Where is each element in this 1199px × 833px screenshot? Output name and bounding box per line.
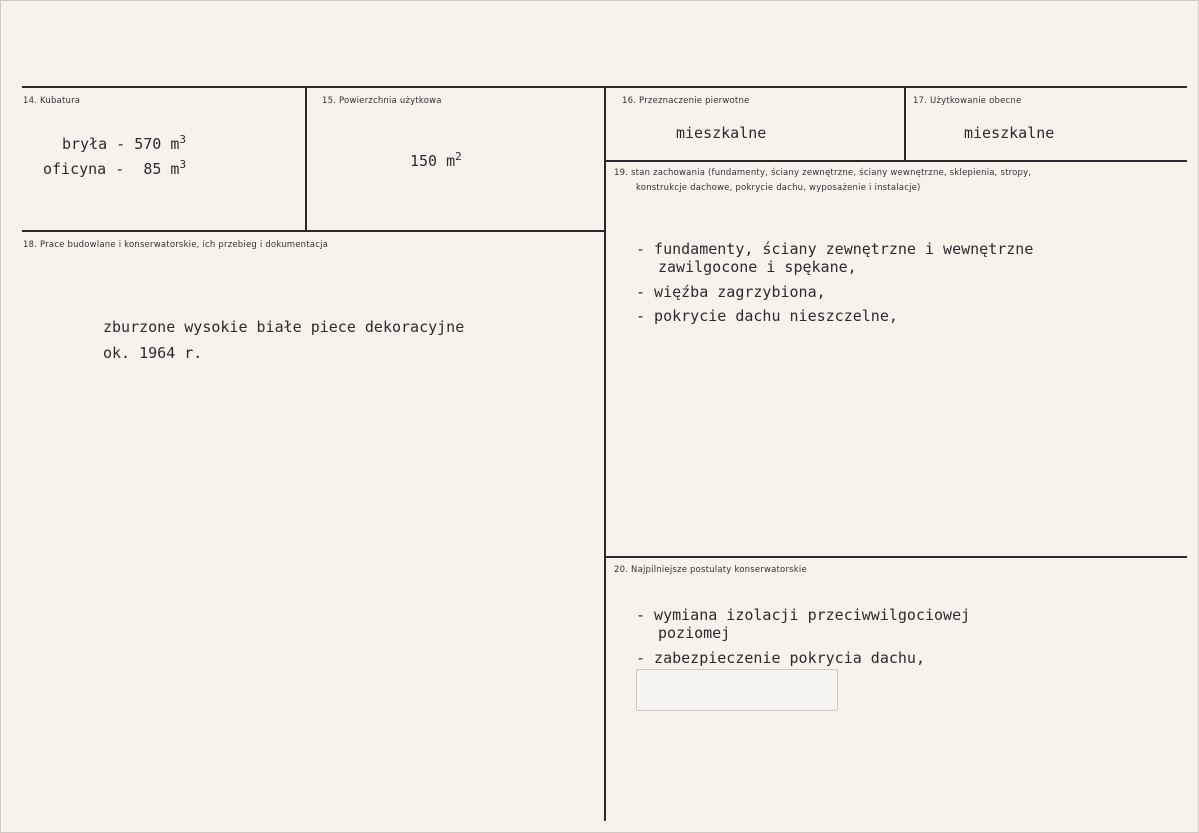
field-14-line2-sup: 3: [179, 158, 187, 171]
field-16-label: 16. Przeznaczenie pierwotne: [622, 96, 750, 106]
rule-above-20: [604, 556, 1187, 558]
field-14-line2-label: oficyna -: [43, 160, 125, 178]
blank-stamp-box: [636, 669, 838, 711]
field-20-item2: - zabezpieczenie pokrycia dachu,: [636, 649, 925, 667]
field-19-item1-line2: zawilgocone i spękane,: [658, 258, 857, 276]
field-20-item1-line1: - wymiana izolacji przeciwwilgociowej: [636, 606, 971, 624]
field-18-label: 18. Prace budowlane i konserwatorskie, ich przebieg i dokumentacja: [23, 240, 329, 250]
field-15-value-wrap: [410, 150, 462, 170]
field-14-line1: [62, 133, 186, 153]
field-15-label: 15. Powierzchnia użytkowa: [322, 96, 442, 106]
field-14-line2-value: 85 m: [143, 160, 180, 178]
field-14-line1-value: 570 m: [134, 135, 180, 153]
rule-under-16-17: [604, 160, 1187, 162]
field-20-item1-line2: poziomej: [658, 624, 731, 642]
field-19-item3: - pokrycie dachu nieszczelne,: [636, 307, 898, 325]
divider-14-15: [305, 86, 307, 231]
field-16-value: mieszkalne: [676, 124, 767, 142]
field-14-line2: [43, 158, 186, 178]
field-19-item1-line1: - fundamenty, ściany zewnętrzne i wewnętrzne: [636, 240, 1034, 258]
field-14-label: 14. Kubatura: [23, 96, 81, 106]
field-18-text-line2: ok. 1964 r.: [103, 344, 203, 362]
field-17-label: 17. Użytkowanie obecne: [913, 96, 1022, 106]
field-15-sup: 2: [455, 150, 462, 163]
field-20-label: 20. Najpilniejsze postulaty konserwatorskie: [614, 565, 807, 575]
field-18-text-line1: zburzone wysokie białe piece dekoracyjne: [103, 318, 465, 336]
field-19-label-line2: konstrukcje dachowe, pokrycie dachu, wyposażenie i instalacje): [636, 183, 921, 193]
field-17-value: mieszkalne: [964, 124, 1055, 142]
field-14-line1-label: bryła -: [62, 135, 126, 153]
rule-under-14-15: [22, 230, 605, 232]
field-19-item2: - więźba zagrzybiona,: [636, 283, 826, 301]
divider-16-17: [904, 86, 906, 161]
field-14-line1-sup: 3: [179, 133, 187, 146]
field-15-value: 150 m: [410, 152, 456, 170]
center-divider: [604, 86, 606, 821]
field-19-label-line1: 19. stan zachowania (fundamenty, ściany zewnętrzne, ściany wewnętrzne, sklepienia, stropy,: [614, 168, 1032, 178]
